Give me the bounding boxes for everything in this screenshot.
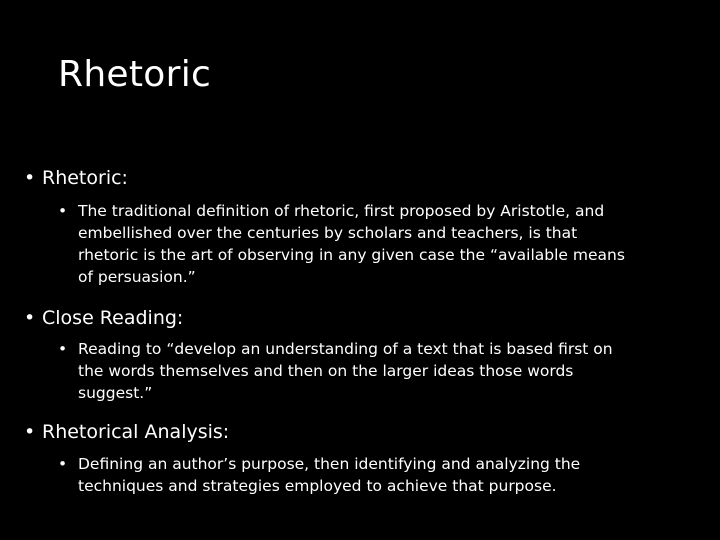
- sub-bullet-item: [58, 200, 708, 288]
- sub-bullet-item: [58, 453, 708, 497]
- sub-bullet-dot-icon: •: [58, 340, 68, 358]
- bullet-item: [24, 307, 183, 329]
- sub-bullet-text: Defining an author’s purpose, then identifying and analyzing the techniques and strategies employed to achieve that purpose.: [78, 455, 581, 495]
- slide-title: Rhetoric: [58, 54, 212, 95]
- sub-bullet-text: The traditional definition of rhetoric, first proposed by Aristotle, and embellished over the centuries by scholars and teachers, is that rhetoric is the art of observing in any given case the “available means of persuasion.”: [78, 202, 625, 286]
- sub-bullet-item: [58, 338, 708, 404]
- bullet-dot-icon: •: [24, 307, 36, 329]
- bullet-item: [24, 167, 128, 189]
- sub-bullet-text: Reading to “develop an understanding of a text that is based first on the words themselves and then on the larger ideas those words suggest.”: [78, 340, 613, 402]
- bullet-item: [24, 421, 229, 443]
- bullet-heading: Close Reading:: [42, 307, 184, 329]
- bullet-dot-icon: •: [24, 167, 36, 189]
- sub-bullet-dot-icon: •: [58, 455, 68, 473]
- bullet-dot-icon: •: [24, 421, 36, 443]
- bullet-heading: Rhetorical Analysis:: [42, 421, 230, 443]
- bullet-heading: Rhetoric:: [42, 167, 128, 189]
- sub-bullet-dot-icon: •: [58, 202, 68, 220]
